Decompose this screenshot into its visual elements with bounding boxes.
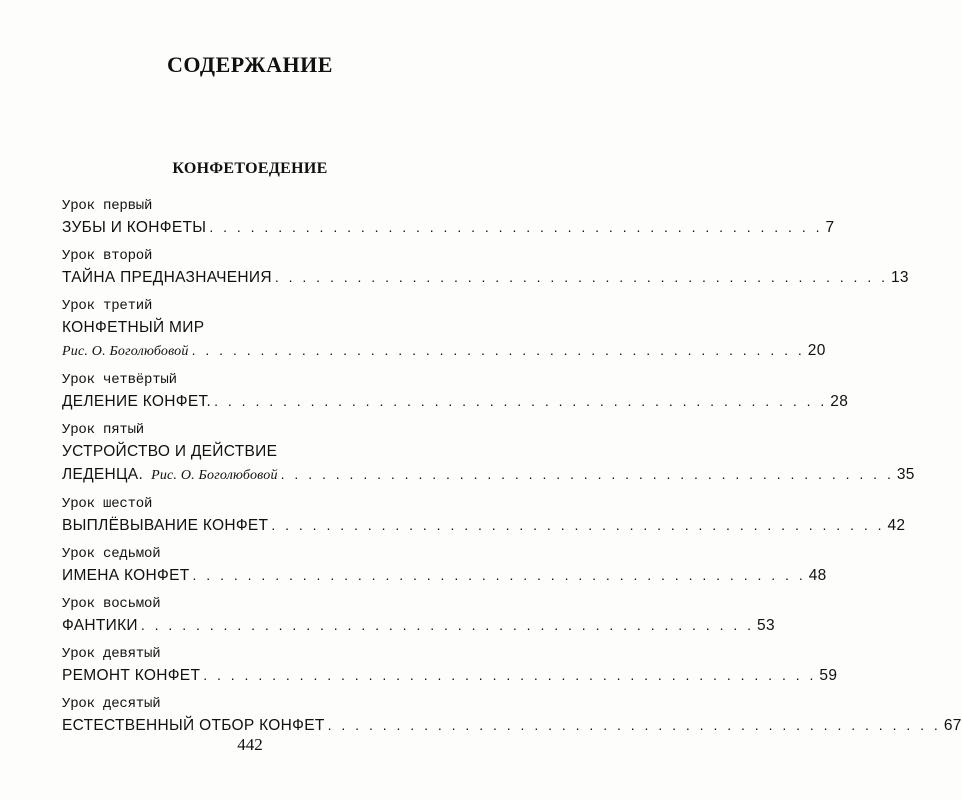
chapter-title: ДЕЛЕНИЕ КОНФЕТ.	[62, 393, 212, 410]
toc-line	[62, 463, 915, 487]
toc-entry	[62, 494, 906, 537]
page-ref: 7	[825, 219, 835, 236]
dot-leader: . . . . . . . . . . . . . . . . . . . . . . . . . . . . . . . . . . . . . . . . . . . . .	[214, 393, 828, 409]
chapter-title: УСТРОЙСТВО И ДЕЙСТВИЕ	[62, 443, 278, 460]
chapter-title: РЕМОНТ КОНФЕТ	[62, 667, 201, 684]
page-ref: 35	[896, 466, 915, 483]
page-ref: 67	[943, 717, 962, 734]
toc-entry	[62, 544, 827, 587]
page-ref: 53	[757, 617, 775, 634]
dot-leader: . . . . . . . . . . . . . . . . . . . . . . . . . . . . . . . . . . . . . . . . . . . . .	[271, 517, 885, 533]
toc-line	[62, 564, 827, 587]
chapter-title: КОНФЕТНЫЙ МИР	[62, 319, 205, 336]
page-number: 442	[237, 735, 263, 754]
toc-line	[62, 316, 442, 339]
toc-entry	[62, 644, 838, 687]
chapter-title-cont: ЛЕДЕНЦА.	[62, 466, 144, 483]
lesson-label: Урок седьмой	[62, 546, 161, 562]
dot-leader: . . . . . . . . . . . . . . . . . . . . . . . . . . . . . . . . . . . . . . . . . . . . .	[209, 219, 823, 235]
toc-line	[62, 714, 962, 737]
lesson-label: Урок четвёртый	[62, 372, 177, 388]
page-ref: 13	[891, 269, 909, 286]
page-ref: 59	[819, 667, 838, 684]
toc-entry	[62, 246, 909, 289]
dot-leader: . . . . . . . . . . . . . . . . . . . . . . . . . . . . . . . . . . . . . . . . . . . . .	[280, 466, 894, 482]
lesson-label: Урок третий	[62, 298, 153, 314]
dot-leader: . . . . . . . . . . . . . . . . . . . . . . . . . . . . . . . . . . . . . . . . . . . . .	[203, 667, 817, 683]
chapter-title: ЕСТЕСТВЕННЫЙ ОТБОР КОНФЕТ	[62, 717, 325, 734]
toc-line	[62, 440, 442, 463]
section-title: КОНФЕТОЕДЕНИЕ	[172, 160, 328, 177]
page-ref: 28	[830, 393, 849, 410]
toc-line	[62, 266, 909, 289]
chapter-title: ЗУБЫ И КОНФЕТЫ	[62, 219, 207, 236]
dot-leader: . . . . . . . . . . . . . . . . . . . . . . . . . . . . . . . . . . . . . . . . . . . . .	[274, 269, 889, 285]
lesson-label: Урок первый	[62, 198, 153, 214]
toc-entry	[62, 370, 849, 413]
toc-entry	[62, 196, 835, 239]
illustrator-credit: Рис. О. Боголюбовой	[62, 344, 189, 359]
toc-line	[62, 514, 906, 537]
lesson-label: Урок второй	[62, 248, 153, 264]
toc-entry	[62, 594, 775, 637]
toc-line	[62, 614, 775, 637]
chapter-title: ТАЙНА ПРЕДНАЗНАЧЕНИЯ	[62, 269, 272, 286]
lesson-label: Урок десятый	[62, 696, 161, 712]
lesson-label: Урок девятый	[62, 646, 161, 662]
toc-entry	[62, 694, 962, 737]
chapter-title: ВЫПЛЁВЫВАНИЕ КОНФЕТ	[62, 517, 269, 534]
lesson-label: Урок пятый	[62, 422, 145, 438]
page-ref: 42	[887, 517, 906, 534]
page-ref: 20	[807, 342, 826, 359]
toc-line	[62, 339, 826, 363]
lesson-label: Урок восьмой	[62, 596, 161, 612]
toc-line	[62, 216, 835, 239]
dot-leader: . . . . . . . . . . . . . . . . . . . . . . . . . . . . . . . . . . . . . . . . . . . . .	[192, 567, 806, 583]
page-ref: 48	[808, 567, 827, 584]
dot-leader: . . . . . . . . . . . . . . . . . . . . . . . . . . . . . . . . . . . . . . . . . . . . .	[140, 617, 755, 633]
toc-entry	[62, 296, 826, 363]
dot-leader: . . . . . . . . . . . . . . . . . . . . . . . . . . . . . . . . . . . . . . . . . . . . .	[191, 342, 805, 358]
page-title: СОДЕРЖАНИЕ	[167, 52, 333, 77]
table-of-contents	[62, 196, 962, 744]
toc-line	[62, 664, 838, 687]
chapter-title: ФАНТИКИ	[62, 617, 138, 634]
toc-line	[62, 390, 849, 413]
illustrator-credit: Рис. О. Боголюбовой	[151, 468, 278, 483]
lesson-label: Урок шестой	[62, 496, 153, 512]
toc-entry	[62, 420, 915, 487]
chapter-title: ИМЕНА КОНФЕТ	[62, 567, 190, 584]
dot-leader: . . . . . . . . . . . . . . . . . . . . . . . . . . . . . . . . . . . . . . . . . . . . .	[327, 717, 941, 733]
